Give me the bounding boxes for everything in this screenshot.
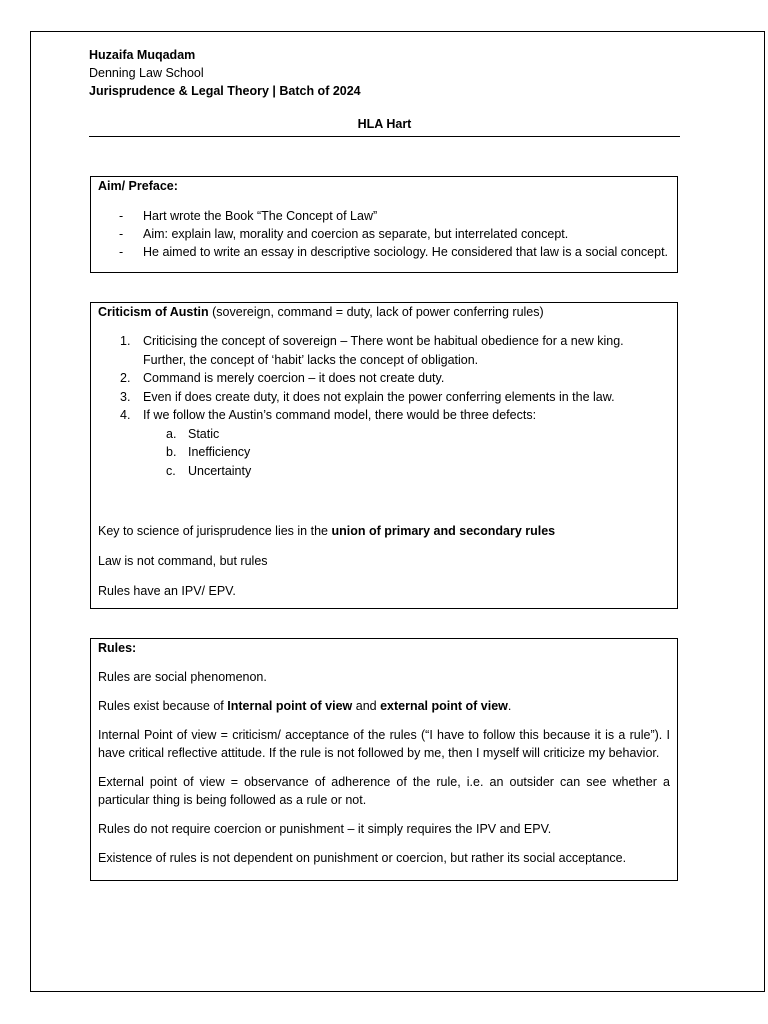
- list-number: 4.: [120, 408, 131, 422]
- aim-list: [98, 207, 670, 261]
- list-text: Static: [188, 426, 220, 441]
- rules-sentence: Rules have an IPV/ EPV.: [98, 584, 236, 598]
- list-item: - He aimed to write an essay in descriptive sociology. He considered that law is a social concept.: [98, 243, 670, 261]
- document-header: [89, 46, 361, 100]
- aim-heading: Aim/ Preface:: [98, 179, 178, 193]
- list-item: - Hart wrote the Book “The Concept of Law”: [98, 207, 670, 225]
- rules-paragraph-5: Rules do not require coercion or punishment – it simply requires the IPV and EPV.: [98, 822, 552, 836]
- course-title: Jurisprudence & Legal Theory | Batch of 2024: [89, 84, 361, 98]
- external-pov-bold: external point of view: [380, 699, 508, 713]
- rules-paragraph-2: [98, 697, 670, 715]
- author-name: Huzaifa Muqadam: [89, 48, 196, 62]
- list-item: [98, 369, 670, 388]
- list-item: [98, 406, 670, 480]
- list-text: Criticising the concept of sovereign – There wont be habitual obedience for a new king. Further, the concept of ‘habit’ lacks the concept of obligation.: [143, 334, 624, 367]
- rules-paragraph-6: Existence of rules is not dependent on punishment or coercion, but rather its social acceptance.: [98, 851, 627, 865]
- list-text: Uncertainty: [188, 463, 252, 478]
- internal-pov-bold: Internal point of view: [227, 699, 353, 713]
- list-text: Even if does create duty, it does not explain the power conferring elements in the law.: [143, 389, 615, 404]
- list-item: [98, 332, 670, 369]
- rules-paragraph-1: Rules are social phenomenon.: [98, 670, 267, 684]
- list-number: 2.: [120, 371, 131, 385]
- list-number: 3.: [120, 389, 131, 404]
- key-sentence: [98, 522, 670, 540]
- rules-section: [90, 638, 678, 881]
- list-letter: c.: [166, 463, 176, 478]
- criticism-list: [98, 332, 670, 480]
- criticism-section: [90, 302, 678, 609]
- list-item: [98, 388, 670, 407]
- rules-heading: Rules:: [98, 641, 137, 655]
- text-span: Rules exist because of: [98, 699, 228, 713]
- text-span: .: [507, 699, 512, 713]
- school-name: Denning Law School: [89, 66, 204, 80]
- rules-paragraph-3: Internal Point of view = criticism/ acceptance of the rules (“I have to follow this because it is a rule”). I have critical reflective attitude. If the rule is not followed by me, then I myself will criticize my behavior.: [98, 728, 670, 760]
- list-letter: a.: [166, 426, 177, 441]
- page-title: HLA Hart: [357, 117, 412, 131]
- list-item: [143, 462, 670, 481]
- list-item: - Aim: explain law, morality and coercion as separate, but interrelated concept.: [98, 225, 670, 243]
- list-number: 1.: [120, 334, 131, 348]
- list-text: Command is merely coercion – it does not create duty.: [143, 371, 445, 385]
- law-sentence: Law is not command, but rules: [98, 554, 268, 568]
- key-bold: union of primary and secondary rules: [331, 524, 556, 538]
- aim-section: [90, 176, 678, 273]
- list-item: [143, 425, 670, 444]
- rules-paragraph-4: External point of view = observance of adherence of the rule, i.e. an outsider can see whether a particular thing is being followed as a rule or not.: [98, 775, 670, 807]
- title-divider: [89, 136, 680, 137]
- key-prefix: Key to science of jurisprudence lies in the: [98, 524, 332, 538]
- list-text: Inefficiency: [188, 445, 251, 459]
- criticism-heading: [98, 303, 670, 321]
- criticism-heading-bold: Criticism of Austin: [98, 305, 209, 319]
- list-item: [143, 443, 670, 462]
- text-span: and: [352, 699, 381, 713]
- criticism-heading-note: (sovereign, command = duty, lack of power conferring rules): [208, 305, 544, 319]
- list-letter: b.: [166, 445, 177, 459]
- list-text: If we follow the Austin’s command model, there would be three defects:: [143, 408, 537, 422]
- defects-list: [143, 425, 670, 481]
